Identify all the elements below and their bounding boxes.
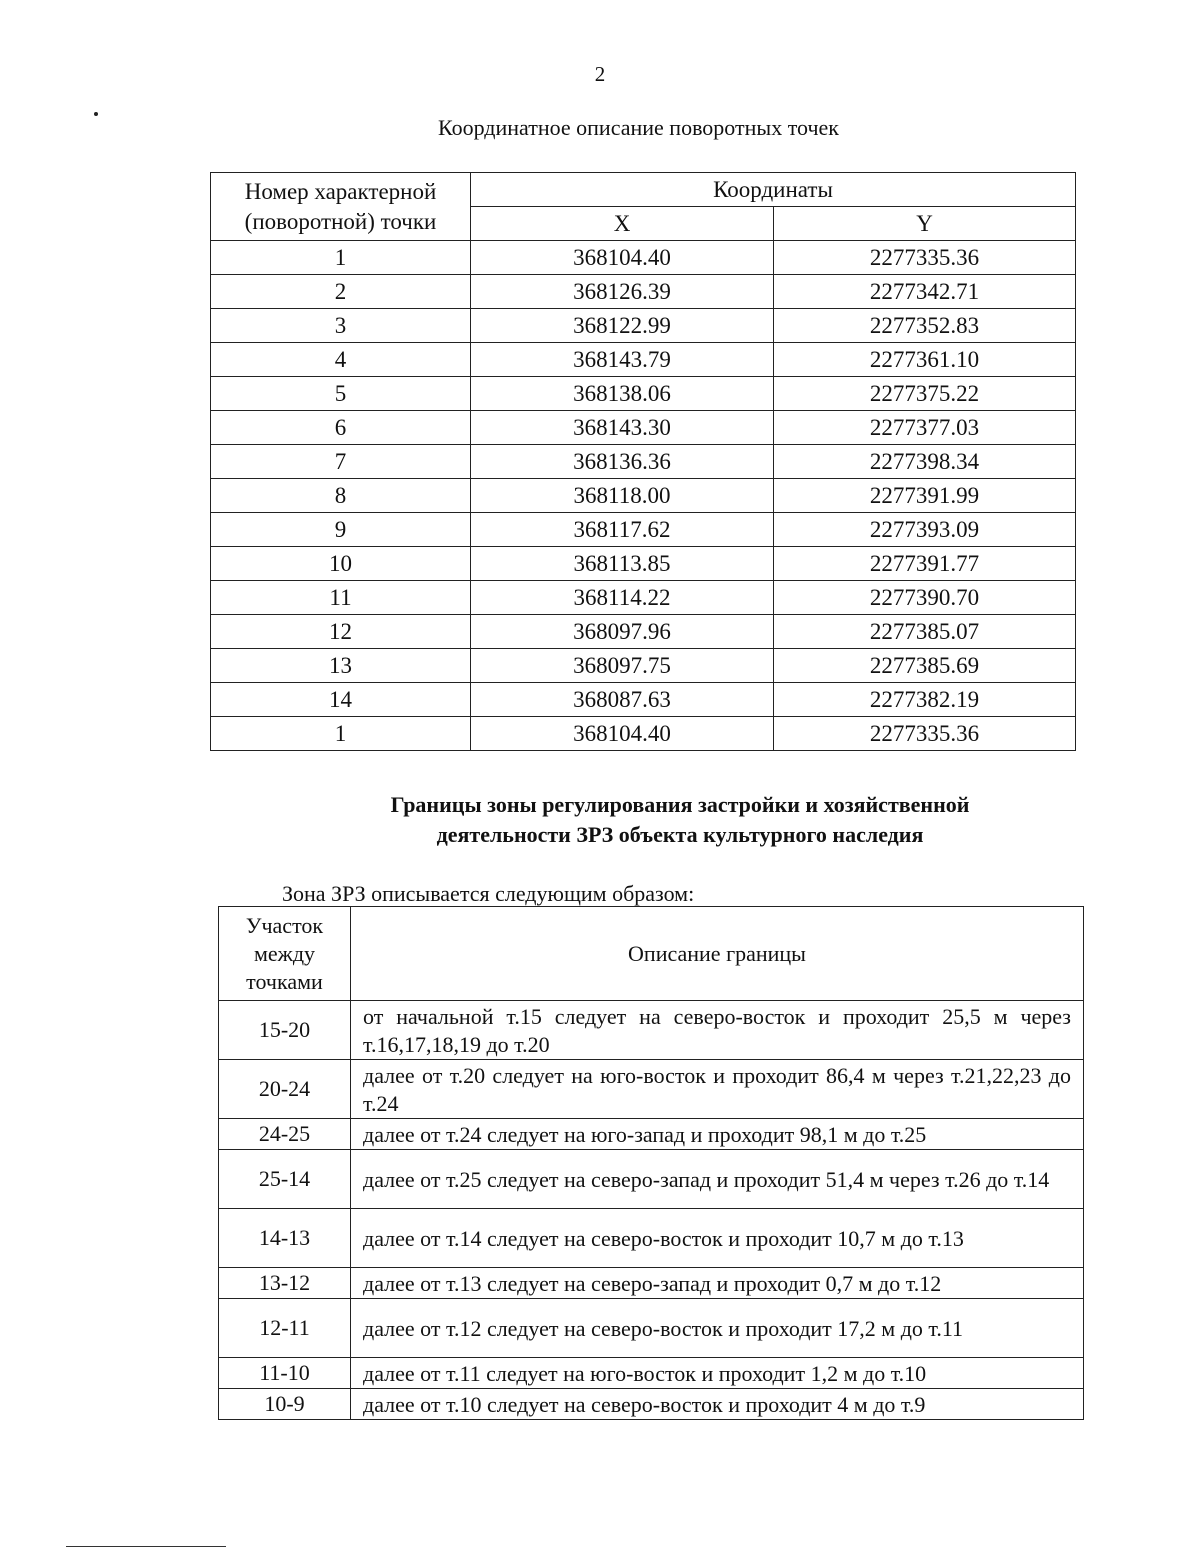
- table-row: [219, 1389, 1084, 1420]
- column-header-coordinates: Координаты: [471, 173, 1076, 207]
- point-number-cell: 10: [211, 547, 471, 581]
- point-number-cell: 14: [211, 683, 471, 717]
- segment-cell: 11-10: [219, 1358, 351, 1389]
- y-coordinate-cell: 2277391.77: [774, 547, 1076, 581]
- segment-cell: 20-24: [219, 1060, 351, 1119]
- y-coordinate-cell: 2277342.71: [774, 275, 1076, 309]
- table-row: [211, 581, 1076, 615]
- zrz-section-title: [260, 790, 1100, 850]
- point-number-cell: 1: [211, 241, 471, 275]
- y-coordinate-cell: 2277335.36: [774, 241, 1076, 275]
- description-cell: далее от т.14 следует на северо-восток и проходит 10,7 м до т.13: [351, 1209, 1084, 1268]
- description-cell: далее от т.12 следует на северо-восток и проходит 17,2 м до т.11: [351, 1299, 1084, 1358]
- description-cell: далее от т.20 следует на юго-восток и проходит 86,4 м через т.21,22,23 до т.24: [351, 1060, 1084, 1119]
- point-number-cell: 5: [211, 377, 471, 411]
- table-header-row: [211, 173, 1076, 207]
- segment-cell: 24-25: [219, 1119, 351, 1150]
- zrz-title-line-2: деятельности ЗРЗ объекта культурного наследия: [436, 822, 924, 847]
- table-header-row: [219, 907, 1084, 1001]
- y-coordinate-cell: 2277375.22: [774, 377, 1076, 411]
- description-cell: далее от т.11 следует на юго-восток и проходит 1,2 м до т.10: [351, 1358, 1084, 1389]
- table-row: [211, 649, 1076, 683]
- table-row: [211, 683, 1076, 717]
- x-coordinate-cell: 368087.63: [471, 683, 774, 717]
- zrz-intro-text: Зона ЗРЗ описывается следующим образом:: [282, 881, 695, 906]
- x-coordinate-cell: 368097.75: [471, 649, 774, 683]
- x-coordinate-cell: 368097.96: [471, 615, 774, 649]
- y-coordinate-cell: 2277385.69: [774, 649, 1076, 683]
- table-row: [219, 1268, 1084, 1299]
- column-header-segment: Участок между точками: [219, 907, 351, 1001]
- segment-cell: 14-13: [219, 1209, 351, 1268]
- y-coordinate-cell: 2277391.99: [774, 479, 1076, 513]
- y-coordinate-cell: 2277335.36: [774, 717, 1076, 751]
- point-number-cell: 4: [211, 343, 471, 377]
- y-coordinate-cell: 2277385.07: [774, 615, 1076, 649]
- coordinates-section-title: Координатное описание поворотных точек: [438, 115, 839, 140]
- table-row: [219, 1299, 1084, 1358]
- table-row: [211, 547, 1076, 581]
- y-coordinate-cell: 2277390.70: [774, 581, 1076, 615]
- table-row: [211, 411, 1076, 445]
- x-coordinate-cell: 368117.62: [471, 513, 774, 547]
- y-coordinate-cell: 2277377.03: [774, 411, 1076, 445]
- point-number-cell: 8: [211, 479, 471, 513]
- x-coordinate-cell: 368126.39: [471, 275, 774, 309]
- x-coordinate-cell: 368122.99: [471, 309, 774, 343]
- column-header-point-number: Номер характерной (поворотной) точки: [211, 173, 471, 241]
- zrz-title-line-1: Границы зоны регулирования застройки и хозяйственной: [390, 792, 970, 817]
- segment-cell: 10-9: [219, 1389, 351, 1420]
- table-row: [219, 1001, 1084, 1060]
- table-row: [211, 377, 1076, 411]
- point-number-cell: 9: [211, 513, 471, 547]
- zrz-boundary-table: [218, 906, 1084, 1420]
- segment-cell: 25-14: [219, 1150, 351, 1209]
- point-number-cell: 3: [211, 309, 471, 343]
- x-coordinate-cell: 368136.36: [471, 445, 774, 479]
- y-coordinate-cell: 2277361.10: [774, 343, 1076, 377]
- point-number-cell: 7: [211, 445, 471, 479]
- scan-mark: [94, 112, 98, 116]
- footnote-divider: [66, 1546, 226, 1547]
- description-cell: далее от т.25 следует на северо-запад и проходит 51,4 м через т.26 до т.14: [351, 1150, 1084, 1209]
- point-number-cell: 12: [211, 615, 471, 649]
- point-number-cell: 1: [211, 717, 471, 751]
- table-row: [211, 343, 1076, 377]
- table-row: [211, 615, 1076, 649]
- y-coordinate-cell: 2277382.19: [774, 683, 1076, 717]
- point-number-cell: 6: [211, 411, 471, 445]
- x-coordinate-cell: 368113.85: [471, 547, 774, 581]
- x-coordinate-cell: 368143.30: [471, 411, 774, 445]
- x-coordinate-cell: 368104.40: [471, 717, 774, 751]
- description-cell: далее от т.10 следует на северо-восток и проходит 4 м до т.9: [351, 1389, 1084, 1420]
- table-row: [219, 1060, 1084, 1119]
- segment-cell: 15-20: [219, 1001, 351, 1060]
- table-row: [211, 241, 1076, 275]
- column-header-description: Описание границы: [351, 907, 1084, 1001]
- page-number: 2: [594, 62, 606, 86]
- x-coordinate-cell: 368138.06: [471, 377, 774, 411]
- table-row: [211, 445, 1076, 479]
- description-cell: далее от т.13 следует на северо-запад и проходит 0,7 м до т.12: [351, 1268, 1084, 1299]
- table-row: [211, 275, 1076, 309]
- point-number-cell: 11: [211, 581, 471, 615]
- y-coordinate-cell: 2277398.34: [774, 445, 1076, 479]
- x-coordinate-cell: 368143.79: [471, 343, 774, 377]
- y-coordinate-cell: 2277352.83: [774, 309, 1076, 343]
- x-coordinate-cell: 368114.22: [471, 581, 774, 615]
- table-row: [219, 1358, 1084, 1389]
- point-number-cell: 13: [211, 649, 471, 683]
- table-row: [219, 1150, 1084, 1209]
- segment-cell: 12-11: [219, 1299, 351, 1358]
- x-coordinate-cell: 368118.00: [471, 479, 774, 513]
- column-header-x: X: [471, 207, 774, 241]
- point-number-cell: 2: [211, 275, 471, 309]
- table-row: [211, 479, 1076, 513]
- table-row: [219, 1209, 1084, 1268]
- column-header-y: Y: [774, 207, 1076, 241]
- table-row: [211, 309, 1076, 343]
- coordinates-table: [210, 172, 1076, 751]
- description-cell: далее от т.24 следует на юго-запад и проходит 98,1 м до т.25: [351, 1119, 1084, 1150]
- x-coordinate-cell: 368104.40: [471, 241, 774, 275]
- table-row: [219, 1119, 1084, 1150]
- segment-cell: 13-12: [219, 1268, 351, 1299]
- y-coordinate-cell: 2277393.09: [774, 513, 1076, 547]
- table-row: [211, 513, 1076, 547]
- description-cell: от начальной т.15 следует на северо-восток и проходит 25,5 м через т.16,17,18,19 до т.20: [351, 1001, 1084, 1060]
- table-row: [211, 717, 1076, 751]
